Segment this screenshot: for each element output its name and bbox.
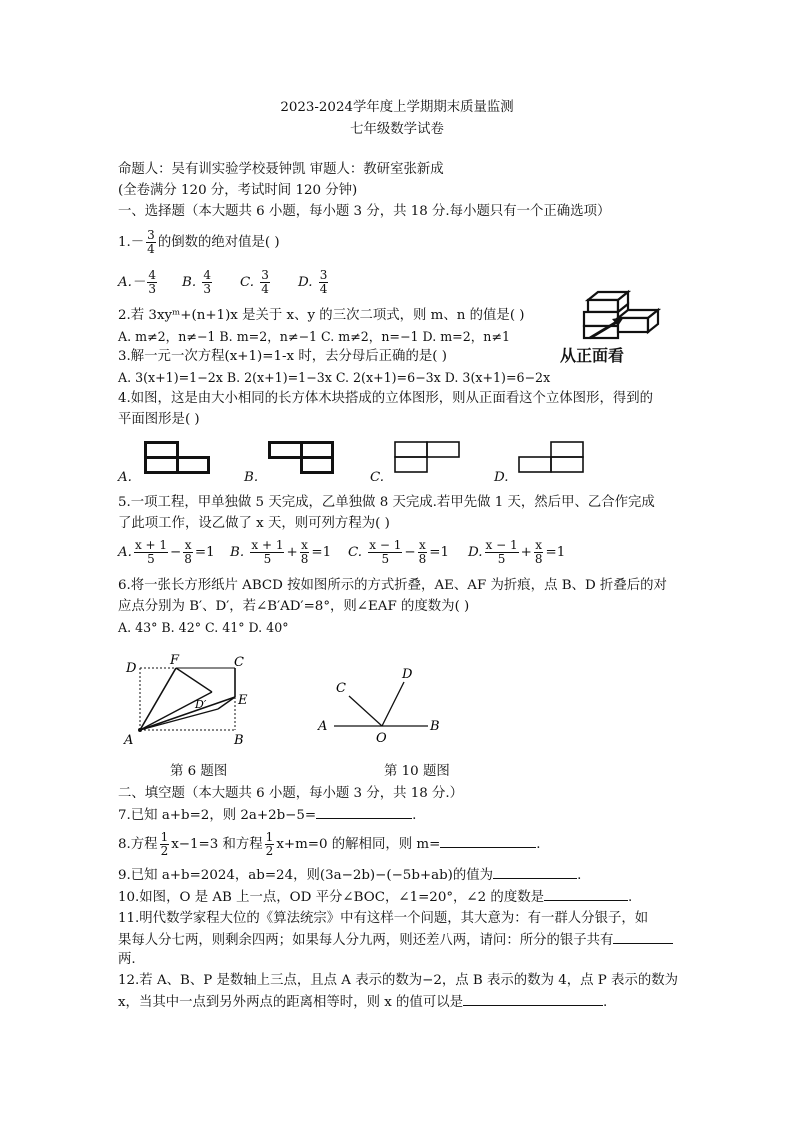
question-2: 2.若 3xyᵐ+(n+1)x 是关于 x、y 的三次二项式，则 m、n 的值是( )	[118, 308, 525, 323]
q5-option-c: C. $\frac{x - 1}{5}$ − $\frac{x}{8}$ =1	[348, 538, 450, 566]
q1-option-a: A.－ $\frac{4}{3}$	[118, 268, 156, 296]
figure-10-caption: 第 10 题图	[384, 764, 450, 779]
q2-options: A. m≠2，n≠−1 B. m=2，n≠−1 C. m≠2，n=−1 D. m=2，n≠1	[118, 329, 510, 344]
q11-answer-blank[interactable]	[613, 931, 673, 944]
question-6-line1: 6.将一张长方形纸片 ABCD 按如图所示的方式折叠，AE、AF 为折痕，点 B、D 折叠后的对	[118, 578, 667, 593]
q10-answer-blank[interactable]	[544, 888, 628, 901]
q4-option-b-label: B.	[244, 470, 259, 485]
fig10-label-d: D	[402, 667, 413, 682]
q4-option-d-figure	[518, 441, 584, 475]
fig10-label-c: C	[336, 681, 346, 696]
fig6-label-d: D	[126, 661, 137, 676]
q8-answer-blank[interactable]	[440, 835, 536, 848]
question-4-line2: 平面图形是( )	[118, 412, 200, 427]
question-6-line2: 应点分别为 B′、D′，若∠B′AD′=8°，则∠EAF 的度数为( )	[118, 599, 470, 614]
q5-option-b: B. $\frac{x + 1}{5}$ + $\frac{x}{8}$ =1	[230, 538, 332, 566]
question-3: 3.解一元一次方程(x+1)=1-x 时，去分母后正确的是( )	[118, 349, 447, 364]
exam-subtitle: 七年级数学试卷	[350, 122, 444, 137]
q1-option-b: B. $\frac{4}{3}$	[182, 268, 212, 296]
fig6-label-c: C	[234, 655, 244, 670]
question-1	[118, 228, 280, 258]
q3-options: A. 3(x+1)=1−2x B. 2(x+1)=1−3x C. 2(x+1)=6−3x D. 3(x+1)=6−2x	[118, 370, 551, 385]
q12-answer-blank[interactable]	[463, 993, 603, 1006]
figure-6-caption: 第 6 题图	[170, 764, 228, 779]
figure-10	[316, 664, 446, 744]
fig10-label-b: B	[430, 719, 440, 734]
fig6-label-dprime: D′	[195, 698, 207, 711]
q7-answer-blank[interactable]	[316, 806, 412, 819]
fig10-label-a: A	[318, 719, 328, 734]
exam-title: 2023-2024学年度上学期期末质量监测	[280, 100, 514, 115]
q9-answer-blank[interactable]	[493, 866, 577, 879]
question-12-line1: 12.若 A、B、P 是数轴上三点，且点 A 表示的数为−2，点 B 表示的数为 4，点 P 表示的数为	[118, 973, 679, 988]
q4-option-b-figure	[268, 441, 334, 475]
question-12-line2: x，当其中一点到另外两点的距离相等时，则 x 的值可以是 .	[118, 995, 608, 1010]
q4-option-d-label: D.	[494, 470, 509, 485]
fig10-label-o: O	[376, 731, 387, 746]
q5-option-a: A. $\frac{x + 1}{5}$ − $\frac{x}{8}$ =1	[118, 538, 215, 566]
question-9: 9.已知 a+b=2024，ab=24，则(3a−2b)−(−5b+ab)的值为 .	[118, 868, 582, 883]
question-10: 10.如图，O 是 AB 上一点，OD 平分∠BOC，∠1=20°，∠2 的度数是 .	[118, 890, 633, 905]
question-7: 7.已知 a+b=2，则 2a+2b−5= .	[118, 808, 417, 823]
section1-heading: 一、选择题（本大题共 6 小题，每小题 3 分，共 18 分.每小题只有一个正确选项）	[118, 204, 611, 219]
figure-6	[120, 652, 260, 752]
fig6-label-f: F	[170, 653, 180, 668]
q6-options: A. 43° B. 42° C. 41° D. 40°	[118, 620, 289, 635]
fig6-label-a: A	[124, 733, 134, 748]
question-11-line3: 两.	[118, 952, 136, 967]
question-4-line1: 4.如图，这是由大小相同的长方体木块搭成的立体图形，则从正面看这个立体图形，得到的	[118, 391, 654, 406]
q1-prefix: 1.－	[118, 235, 145, 250]
question-5-line1: 5.一项工程，甲单独做 5 天完成，乙单独做 8 天完成.若甲先做 1 天，然后甲、乙合作完成	[118, 495, 655, 510]
q1-option-d: D. $\frac{3}{4}$	[298, 268, 328, 296]
exam-info: (全卷满分 120 分，考试时间 120 分钟)	[118, 183, 358, 198]
fig6-label-e: E	[238, 693, 248, 708]
fig6-label-b: B	[234, 733, 244, 748]
question-8: 8.方程 $\frac{1}{2}$ x−1=3 和方程 $\frac{1}{2}$ x+m=0 的解相同，则 m= .	[118, 830, 541, 858]
section2-heading: 二、填空题（本大题共 6 小题，每小题 3 分，共 18 分.）	[118, 786, 464, 801]
question-11-line1: 11.明代数学家程大位的《算法统宗》中有这样一个问题，其大意为：有一群人分银子，如	[118, 911, 649, 926]
q1-fraction: $\frac{3}{4}$	[147, 228, 155, 256]
q4-3d-figure	[580, 288, 670, 343]
question-5-line2: 了此项工作，设乙做了 x 天，则可列方程为( )	[118, 516, 390, 531]
authors-line: 命题人：吴有训实验学校聂钟凯 审题人：教研室张新成	[118, 162, 444, 177]
q4-option-c-label: C.	[370, 470, 385, 485]
q4-option-a-figure	[144, 441, 210, 475]
q1-option-c: C. $\frac{3}{4}$	[240, 268, 269, 296]
q4-option-c-figure	[394, 441, 460, 475]
q5-option-d: D. $\frac{x - 1}{5}$ + $\frac{x}{8}$ =1	[468, 538, 566, 566]
q4-figure-caption: 从正面看	[560, 346, 625, 365]
q4-option-a-label: A.	[118, 470, 132, 485]
q1-suffix: 的倒数的绝对值是( )	[157, 235, 280, 250]
question-11-line2: 果每人分七两，则剩余四两；如果每人分九两，则还差八两，请问：所分的银子共有	[118, 931, 673, 949]
